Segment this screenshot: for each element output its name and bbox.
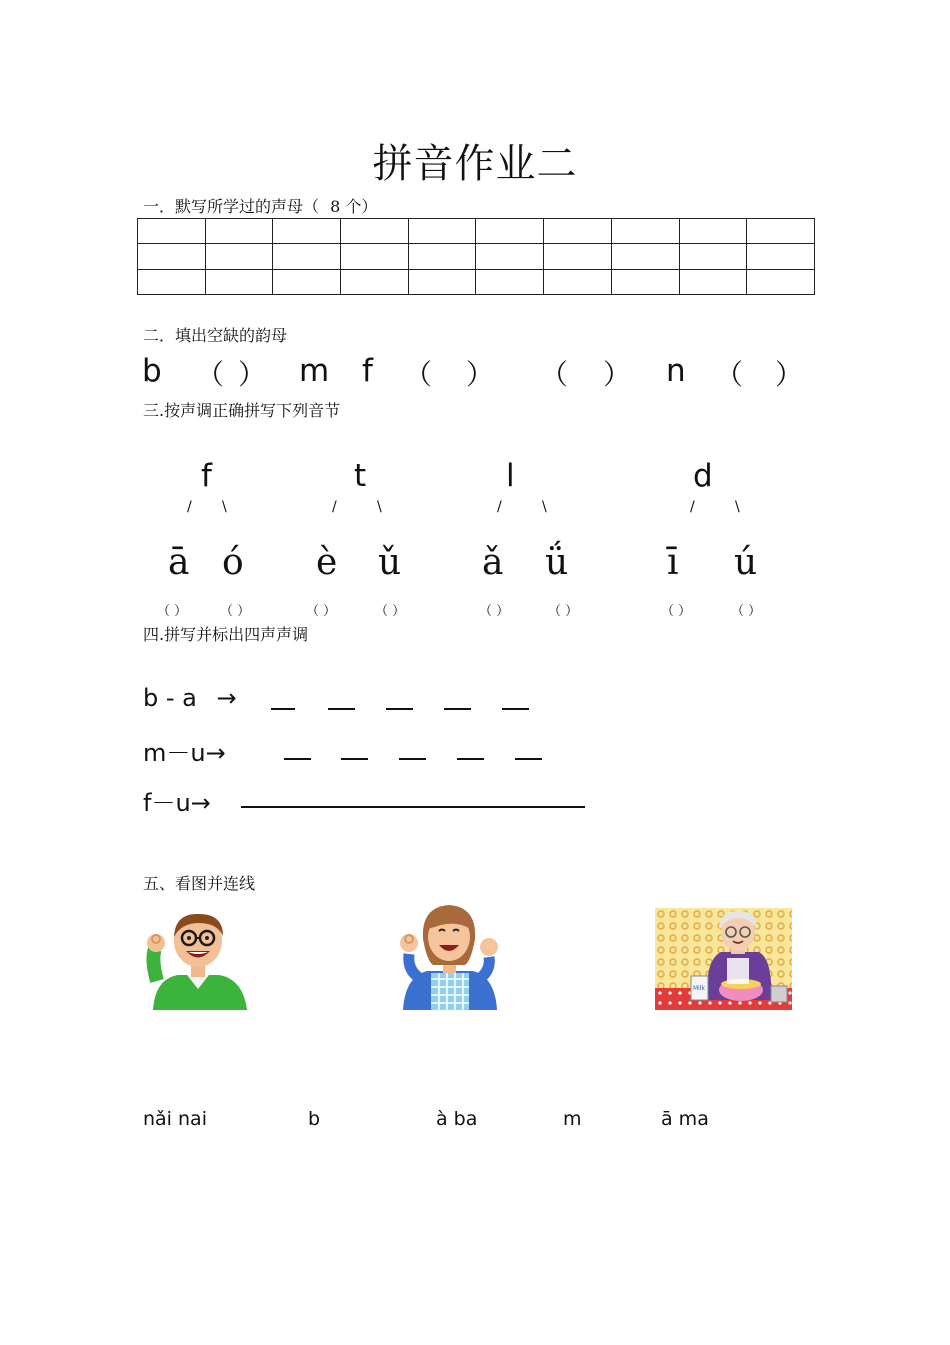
s3-branch-right: \ [377, 499, 382, 515]
s3-branch-left: / [187, 499, 192, 515]
initials-writing-grid [137, 218, 815, 295]
s4-answer-line [457, 758, 484, 760]
grid-cell [138, 219, 206, 244]
grid-cell [273, 269, 341, 294]
s3-initial-d: d [693, 458, 713, 494]
s3-answer-blank: （ ） [661, 604, 692, 619]
grid-cell [341, 244, 409, 269]
grid-cell [205, 219, 273, 244]
s4-answer-line [515, 758, 542, 760]
grid-cell [544, 269, 612, 294]
s2-paren-close: ） [238, 358, 267, 391]
s2-paren-open: （ [715, 358, 744, 391]
section3-heading: 三.按声调正确拼写下列音节 [143, 401, 341, 420]
s2-paren-close: ） [466, 358, 495, 391]
s2-item-b: b [142, 353, 162, 389]
s3-branch-left: / [332, 499, 337, 515]
mother-picture [395, 899, 504, 1010]
s3-final: ǔ [378, 542, 402, 583]
grid-cell [273, 219, 341, 244]
section2-heading: 二．填出空缺的韵母 [143, 326, 288, 345]
grid-cell [408, 219, 476, 244]
s2-paren-open: （ [404, 358, 433, 391]
s3-final: ī [667, 542, 679, 583]
s4-answer-line [271, 708, 295, 710]
s3-initial-l: l [506, 458, 515, 494]
s4-item-left: b - a [143, 684, 197, 712]
label-nainai: nǎi nai [143, 1108, 207, 1130]
s3-branch-right: \ [222, 499, 227, 515]
grid-cell [138, 269, 206, 294]
grid-cell [476, 269, 544, 294]
arrow-icon: → [190, 789, 211, 817]
grid-cell [544, 244, 612, 269]
grid-cell [341, 219, 409, 244]
label-aba: à ba [436, 1108, 478, 1130]
grid-cell [611, 269, 679, 294]
label-m: m [563, 1108, 582, 1130]
s3-answer-blank: （ ） [306, 604, 337, 619]
s4-item-mu [143, 733, 226, 768]
s3-branch-right: \ [542, 499, 547, 515]
s3-final: ā [168, 542, 190, 583]
milk-box-label: Milk [693, 985, 705, 992]
label-ama: ā ma [661, 1108, 709, 1130]
s4-item-fu [143, 783, 211, 818]
s3-final: ǘ [545, 542, 569, 583]
section1-heading-text: 一．默写所学过的声母（ [143, 197, 320, 216]
grid-cell [205, 269, 273, 294]
grid-row [138, 219, 815, 244]
grid-cell [205, 244, 273, 269]
s4-answer-line [502, 708, 529, 710]
s4-answer-line [284, 758, 311, 760]
grid-cell [679, 269, 747, 294]
grid-cell [544, 219, 612, 244]
grid-cell [747, 269, 815, 294]
s4-answer-line [328, 708, 355, 710]
s4-answer-line [444, 708, 471, 710]
grid-row [138, 244, 815, 269]
grid-cell [611, 219, 679, 244]
section1-count: 8 个） [330, 197, 378, 216]
grid-cell [611, 244, 679, 269]
s3-answer-blank: （ ） [731, 604, 762, 619]
grid-cell [408, 269, 476, 294]
grid-cell [273, 244, 341, 269]
s3-answer-blank: （ ） [548, 604, 579, 619]
grid-cell [679, 244, 747, 269]
s3-branch-right: \ [735, 499, 740, 515]
grid-cell [476, 244, 544, 269]
grid-cell [747, 244, 815, 269]
grid-cell [138, 244, 206, 269]
s3-initial-t: t [354, 458, 367, 494]
s4-answer-line [241, 806, 585, 808]
s3-answer-blank: （ ） [375, 604, 406, 619]
s3-final: ǎ [482, 542, 504, 583]
s4-item-left: f－u [143, 789, 191, 817]
s2-paren-open: （ [540, 358, 569, 391]
s2-item-n: n [666, 353, 686, 389]
s4-answer-line [386, 708, 413, 710]
s3-final: ú [734, 542, 758, 583]
grid-cell [679, 219, 747, 244]
s3-answer-blank: （ ） [479, 604, 510, 619]
section4-heading: 四.拼写并标出四声声调 [143, 625, 309, 644]
grid-cell [476, 219, 544, 244]
page-title: 拼音作业二 [372, 141, 578, 187]
s4-item-left: m－u [143, 739, 206, 767]
grid-cell [747, 219, 815, 244]
s4-answer-line [341, 758, 368, 760]
s3-final: è [316, 542, 338, 583]
s2-item-f: f [362, 353, 373, 389]
s4-item-ba [143, 684, 237, 712]
grid-row [138, 269, 815, 294]
s3-branch-left: / [497, 499, 502, 515]
s3-initial-f: f [201, 458, 212, 494]
s2-paren-open: （ [196, 358, 225, 391]
grandma-picture [655, 908, 792, 1010]
s3-answer-blank: （ ） [220, 604, 251, 619]
section1-heading [143, 194, 377, 217]
s2-item-m: m [299, 353, 330, 389]
grid-cell [341, 269, 409, 294]
s3-answer-blank: （ ） [157, 604, 188, 619]
s2-paren-close: ） [603, 358, 632, 391]
s2-paren-close: ） [775, 358, 804, 391]
grid-cell [408, 244, 476, 269]
father-picture [143, 909, 254, 1010]
section5-heading: 五、看图并连线 [143, 874, 256, 893]
arrow-icon: → [205, 739, 226, 767]
s3-final: ó [222, 542, 244, 583]
s4-answer-line [399, 758, 426, 760]
s3-branch-left: / [690, 499, 695, 515]
arrow-icon: → [216, 684, 237, 712]
label-b: b [308, 1108, 321, 1130]
